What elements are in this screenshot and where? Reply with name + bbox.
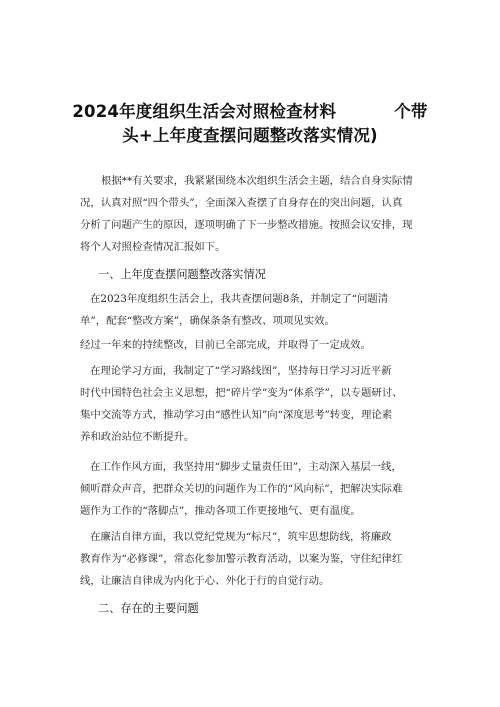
intro-line: 况，认真对照“四个带头”，全面深入查摆了自身存在的突出问题，认真 [80,197,403,209]
section-1-paragraph-1 [80,288,432,332]
document-title-line-1 [60,98,440,122]
paragraph-line: 集中交流等方式，推动学习由“感性认知”向“深度思考”转变，理论素 [80,409,393,421]
paragraph-line: 倾听群众声音，把群众关切的问题作为工作的“风向标”，把解决实际难 [80,483,403,495]
intro-line: 分析了问题产生的原因，逐项明确了下一步整改措施。按照会议安排，现 [80,219,413,231]
paragraph-line: 线，让廉洁自律成为内化于心、外化于行的自觉行动。 [80,575,330,587]
section-1-paragraph-3 [80,360,432,448]
paragraph-line: 在2023年度组织生活会上，我共查摆问题8条，并制定了“问题清 [90,293,389,305]
intro-paragraph [80,170,432,258]
paragraph-line: 时代中国特色社会主义思想，把“碎片学”变为“体系学”，以专题研讨、 [80,387,403,399]
section-1-paragraph-5 [80,526,432,592]
intro-line: 根据**有关要求，我紧紧围绕本次组织生活会主题，结合自身实际情 [101,175,413,187]
paragraph-line: 经过一年来的持续整改，目前已全部完成，并取得了一定成效。 [80,339,371,351]
title-part-a: 2024年度组织生活会对照检查材料 [72,102,337,121]
intro-line: 将个人对照检查情况汇报如下。 [80,241,226,253]
paragraph-line: 养和政治站位不断提升。 [80,431,195,443]
document-title-line-2: 头+上年度查摆问题整改落实情况) [122,126,378,145]
paragraph-line: 在理论学习方面，我制定了“学习路线图”，坚持每日学习习近平新 [90,365,392,377]
section-1-paragraph-4 [80,456,432,522]
section-1-heading: 一、上年度查摆问题整改落实情况 [98,268,266,281]
paragraph-line: 在工作作风方面，我坚持用“脚步丈量责任田”，主动深入基层一线， [90,461,402,473]
title-part-b: 个带 [394,102,428,121]
paragraph-line: 题作为工作的“落脚点”，推动各项工作更接地气、更有温度。 [80,505,361,517]
section-2-heading: 二、存在的主要问题 [98,602,199,615]
paragraph-line: 单”，配套“整改方案”，确保条条有整改、项项见实效。 [80,315,335,327]
section-1-paragraph-2 [80,334,432,356]
paragraph-line: 教育作为“必修课”，常态化参加警示教育活动，以案为鉴，守住纪律红 [80,553,403,565]
paragraph-line: 在廉洁自律方面，我以党纪党规为“标尺”，筑牢思想防线，将廉政 [90,531,392,543]
